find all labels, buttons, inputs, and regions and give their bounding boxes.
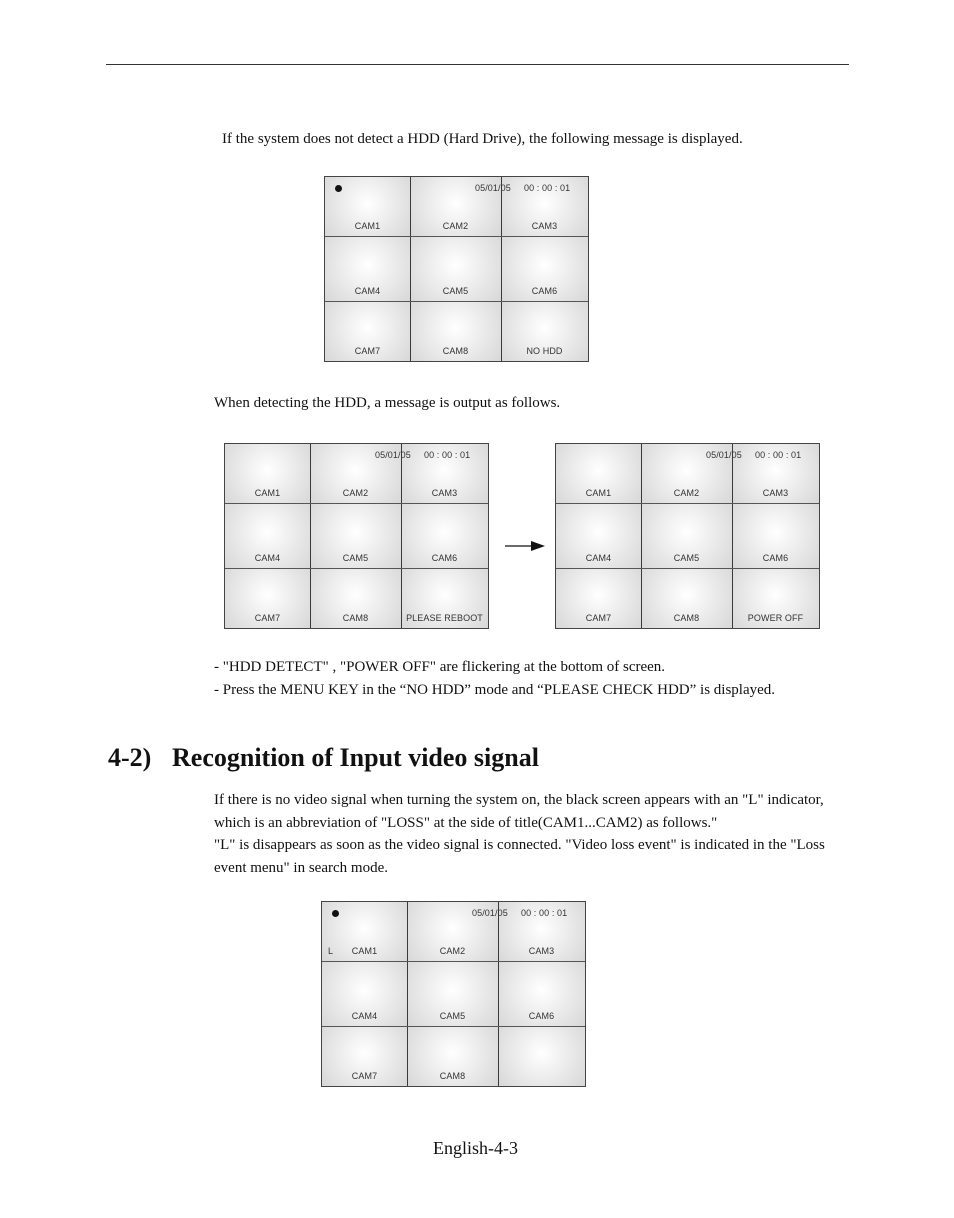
grid-line [322,961,585,962]
camera-label: CAM2 [439,946,466,956]
grid-line [410,177,411,361]
section-paragraph-1: If there is no video signal when turning the system on, the black screen appears with an "L" indicator, which is an abbreviation of "LOSS" at the side of title(CAM1...CAM2) as follows." [214,792,824,831]
camera-label: CAM2 [673,488,700,498]
grid-line [310,444,311,628]
time-display: 00 : 00 : 01 [521,908,568,918]
camera-cell [498,1026,585,1086]
grid-line [732,444,733,628]
camera-label: CAM7 [351,1071,378,1081]
header-rule [106,64,849,65]
camera-label: CAM4 [254,553,281,563]
camera-label: CAM6 [762,553,789,563]
camera-label: CAM5 [673,553,700,563]
time-display: 00 : 00 : 01 [755,450,802,460]
grid-line [325,236,588,237]
camera-label: CAM4 [585,553,612,563]
camera-label: CAM3 [531,221,558,231]
section-title: Recognition of Input video signal [172,743,539,772]
note-1: - "HDD DETECT" , "POWER OFF" are flickering at the bottom of screen. [214,659,666,675]
grid-line [401,444,402,628]
grid-line [501,177,502,361]
camera-label: CAM6 [528,1011,555,1021]
section-heading [108,740,539,776]
grid-line [322,1026,585,1027]
camera-label: CAM5 [439,1011,466,1021]
camera-label: CAM4 [351,1011,378,1021]
grid-line [556,503,819,504]
screen-video-loss [321,901,586,1087]
screen-please-reboot [224,443,489,629]
camera-label: CAM6 [431,553,458,563]
camera-label: POWER OFF [747,613,804,623]
section-body [214,789,844,879]
intro-text: If the system does not detect a HDD (Hard Drive), the following message is displayed. [222,131,743,147]
grid-line [225,568,488,569]
camera-label: CAM5 [342,553,369,563]
camera-label: PLEASE REBOOT [406,613,483,623]
grid-line [556,568,819,569]
grid-line [641,444,642,628]
camera-label: CAM1 [354,221,381,231]
camera-label: CAM4 [354,286,381,296]
camera-label: CAM7 [354,346,381,356]
grid-line [498,902,499,1086]
camera-label: CAM8 [442,346,469,356]
time-display: 00 : 00 : 01 [524,183,571,193]
camera-label: CAM2 [442,221,469,231]
date-display: 05/01/05 [375,450,411,460]
loss-indicator: L [328,946,334,956]
record-indicator-icon [335,185,342,192]
camera-label: CAM8 [439,1071,466,1081]
camera-label: CAM3 [431,488,458,498]
date-display: 05/01/05 [706,450,742,460]
camera-label: CAM5 [442,286,469,296]
record-indicator-icon [332,910,339,917]
date-display: 05/01/05 [472,908,508,918]
camera-label: CAM8 [342,613,369,623]
screen-power-off [555,443,820,629]
arrow-right-icon [505,539,547,553]
detect-text: When detecting the HDD, a message is output as follows. [214,395,561,411]
camera-label: NO HDD [526,346,563,356]
date-display: 05/01/05 [475,183,511,193]
section-paragraph-2: "L" is disappears as soon as the video signal is connected. "Video loss event" is indicated in the "Loss event menu" in search mode. [214,837,825,876]
time-display: 00 : 00 : 01 [424,450,471,460]
screen-no-hdd [324,176,589,362]
camera-label: CAM2 [342,488,369,498]
camera-label: CAM7 [585,613,612,623]
camera-label: CAM1 [585,488,612,498]
camera-label: CAM6 [531,286,558,296]
note-2: - Press the MENU KEY in the “NO HDD” mode and “PLEASE CHECK HDD” is displayed. [214,682,776,698]
camera-label: CAM3 [762,488,789,498]
camera-label: CAM3 [528,946,555,956]
camera-label: CAM7 [254,613,281,623]
grid-line [225,503,488,504]
camera-label: CAM1 [351,946,378,956]
camera-label: CAM8 [673,613,700,623]
camera-label: CAM1 [254,488,281,498]
grid-line [407,902,408,1086]
section-number: 4-2) [108,743,152,772]
page-footer: English-4-3 [433,1138,518,1158]
grid-line [325,301,588,302]
